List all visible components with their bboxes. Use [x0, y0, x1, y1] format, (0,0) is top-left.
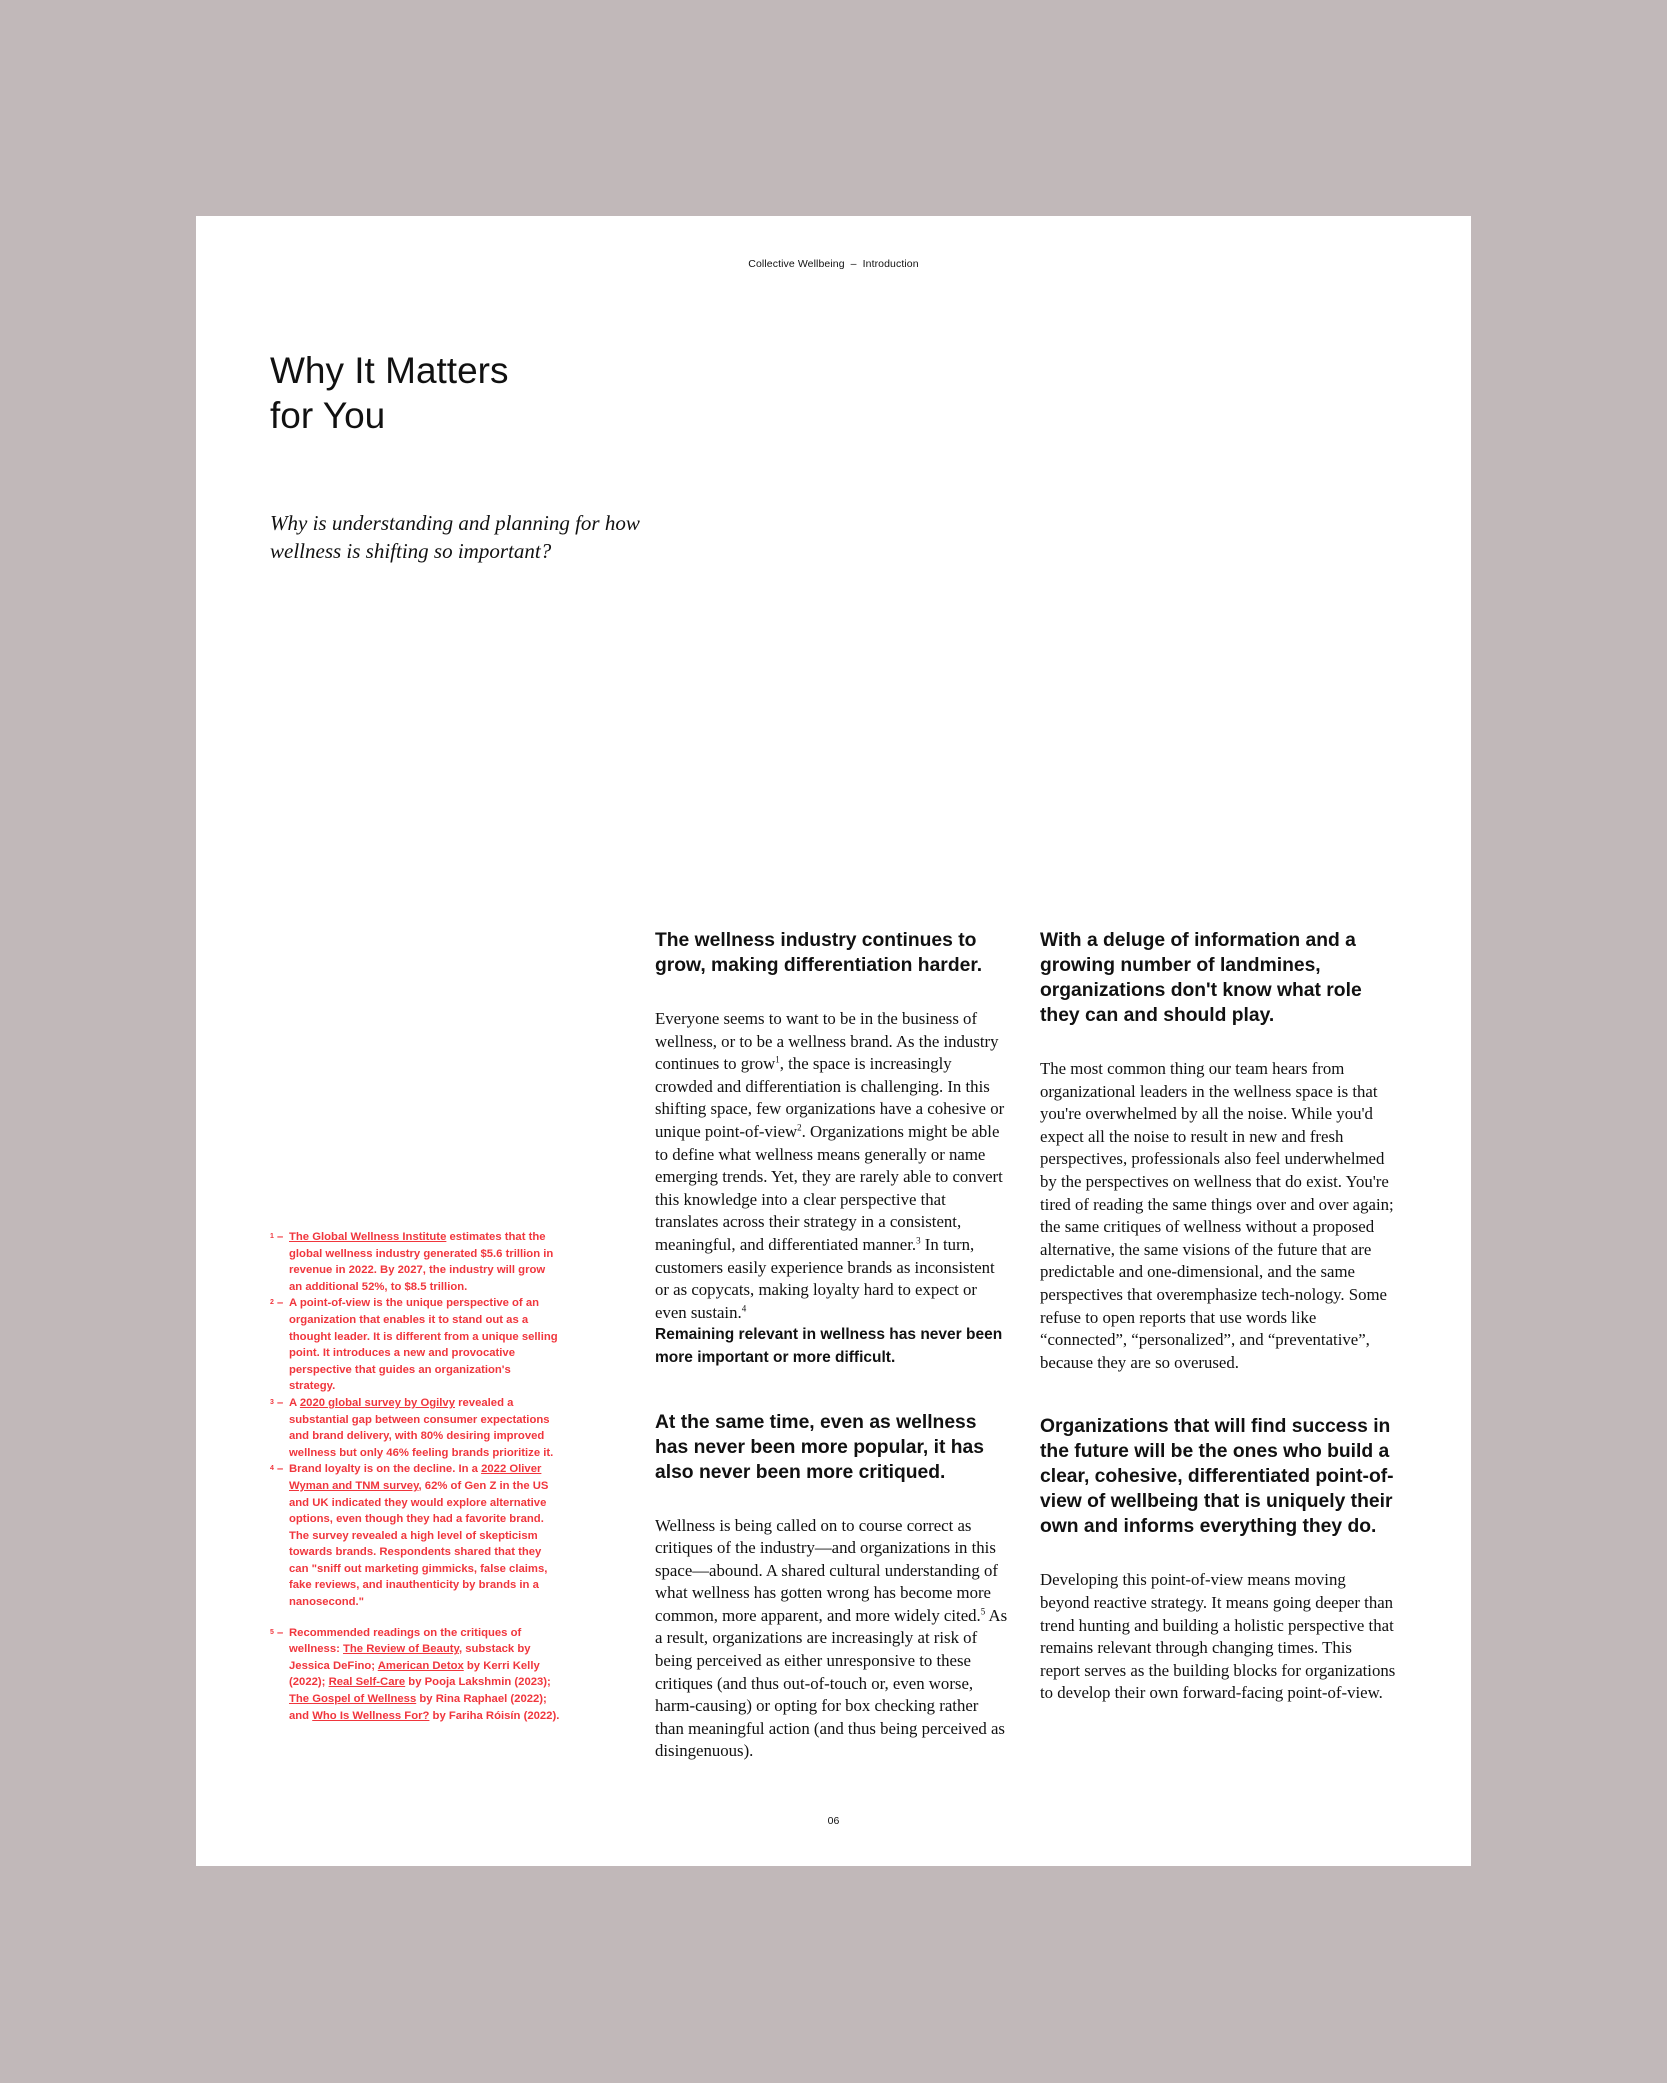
column-2-body-1: The most common thing our team hears from organizational leaders in the wellness space is that you're overwhelmed by all the noise. While you'd expect all the noise to result in new and fresh perspectives, professionals also feel underwhelmed by the perspectives on wellness that do exist. You're tired of reading the same things over and over again; the same critiques of wellness without a proposed alternative, the same visions of the future that are predictable and one-dimensional, and the same perspectives that overemphasize tech-nology. Some refuse to open reports that use words like “connected”, “personalized”, and “preventative”, because they are so overused. — [1040, 1059, 1394, 1372]
column-1 — [655, 928, 1011, 1763]
column-1-heading-1: The wellness industry continues to grow, making differentiation harder. — [655, 930, 983, 976]
footnote-5-link-real-self-care[interactable]: Real Self-Care — [328, 1676, 406, 1689]
footnotes — [270, 1229, 560, 1724]
footnote-5-link-gospel-of-wellness[interactable]: The Gospel of Wellness — [289, 1693, 417, 1706]
footnote-marker: $^5$ – — [270, 1626, 284, 1639]
footnote-5-link-review-of-beauty[interactable]: The Review of Beauty — [343, 1643, 459, 1656]
column-2 — [1040, 928, 1396, 1705]
footnote-5-link-who-is-wellness-for[interactable]: Who Is Wellness For? — [312, 1709, 430, 1722]
footnote-5-link-american-detox[interactable]: American Detox — [377, 1659, 464, 1672]
page-subtitle: Why is understanding and planning for how wellness is shifting so important? — [270, 511, 640, 563]
footnote-5: $^5$ – Recommended readings on the critiques of wellness: The Review of Beauty, substack by Jessica DeFino; American Detox by Kerri Kelly (2022); Real Self-Care by Pooja Lakshmin (2023); The Gospel of Wellness by Rina Raphael (2022); and Who Is Wellness For? by Fariha Róisín (2022). — [270, 1626, 560, 1722]
footnote-3: $^3$ – A 2020 global survey by Ogilvy revealed a substantial gap between consumer expectations and brand delivery, with 80% desiring improved wellness but only 46% feeling brands prioritize it. — [270, 1396, 554, 1459]
document-page — [196, 216, 1471, 1866]
column-2-heading-1: With a deluge of information and a growing number of landmines, organizations don't know what role they can and should play. — [1040, 930, 1362, 1026]
footnote-marker: $^1$ – — [270, 1231, 284, 1243]
page-title — [270, 348, 508, 438]
column-1-body-1: Everyone seems to want to be in the business of wellness, or to be a wellness brand. As the industry continues to grow$^1$, the space is increasingly crowded and differentiation is challenging. In this shifting space, few organizations have a cohesive or unique point-of-view$^2$. Organizations might be able to define what wellness means generally or name emerging trends. Yet, they are rarely able to convert this knowledge into a clear perspective that translates across their strategy in a consistent, meaningful, and differentiated manner.$^3$ In turn, customers easily experience brands as inconsistent or as copycats, making loyalty hard to expect or even sustain.$^4$ — [655, 1009, 1005, 1322]
running-header — [196, 258, 1471, 270]
column-1-body-2: Wellness is being called on to course correct as critiques of the industry—and organizations in this space—abound. A shared cultural understanding of what wellness has gotten wrong has become more common, more apparent, and more widely cited.$^5$ As a result, organizations are increasingly at risk of being perceived as either unresponsive to these critiques (and thus out-of-touch or, even worse, harm-causing) or opting for box checking rather than meaningful action (and thus being perceived as disingenuous). — [655, 1515, 1008, 1761]
column-1-emphasis: Remaining relevant in wellness has never been more important or more difficult. — [655, 1326, 1003, 1366]
footnote-marker: $^4$ – — [270, 1463, 284, 1476]
section-name: Introduction — [862, 258, 919, 270]
footnote-1: $^1$ – The Global Wellness Institute estimates that the global wellness industry generated $5.6 trillion in revenue in 2022. By 2027, the industry will grow an additional 52%, to $8.5 trillion. — [270, 1231, 554, 1293]
column-2-heading-2: Organizations that will find success in the future will be the ones who build a clear, cohesive, differentiated point-of-view of wellbeing that is uniquely their own and informs everything they do. — [1040, 1416, 1394, 1538]
publication-name: Collective Wellbeing — [748, 258, 845, 270]
footnote-4: $^4$ – Brand loyalty is on the decline. In a 2022 Oliver Wyman and TNM survey, 62% of Gen Z in the US and UK indicated they would explore alternative options, even though they had a favorite brand. The survey revealed a high level of skepticism towards brands. Respondents shared that they can "sniff out marketing gimmicks, false claims, fake reviews, and inauthenticity by brands in a nanosecond." — [270, 1463, 549, 1609]
footnote-2: $^2$ – A point-of-view is the unique perspective of an organization that enables it to stand out as a thought leader. It is different from a unique selling point. It introduces a new and provocative perspective that guides an organization's strategy. — [270, 1297, 558, 1393]
page-title-line-1: Why It Matters — [270, 350, 509, 391]
footnote-3-link[interactable]: 2020 global survey by Ogilvy — [299, 1396, 455, 1409]
footnote-4-link[interactable]: 2022 Oliver Wyman and TNM survey — [289, 1463, 542, 1492]
footnote-marker: $^2$ – — [270, 1297, 284, 1310]
column-1-heading-2: At the same time, even as wellness has never been more popular, it has also never been more critiqued. — [655, 1411, 984, 1483]
header-separator: – — [850, 258, 857, 270]
footnote-1-link[interactable]: The Global Wellness Institute — [289, 1231, 447, 1243]
column-2-body-2: Developing this point-of-view means moving beyond reactive strategy. It means going deeper than trend hunting and building a holistic perspective that remains relevant through changing times. This report serves as the building blocks for organizations to develop their own forward-facing point-of-view. — [1040, 1570, 1396, 1703]
footnote-marker: $^3$ – — [270, 1396, 284, 1409]
page-title-line-2: for You — [270, 395, 386, 436]
page-number: 06 — [827, 1815, 840, 1827]
